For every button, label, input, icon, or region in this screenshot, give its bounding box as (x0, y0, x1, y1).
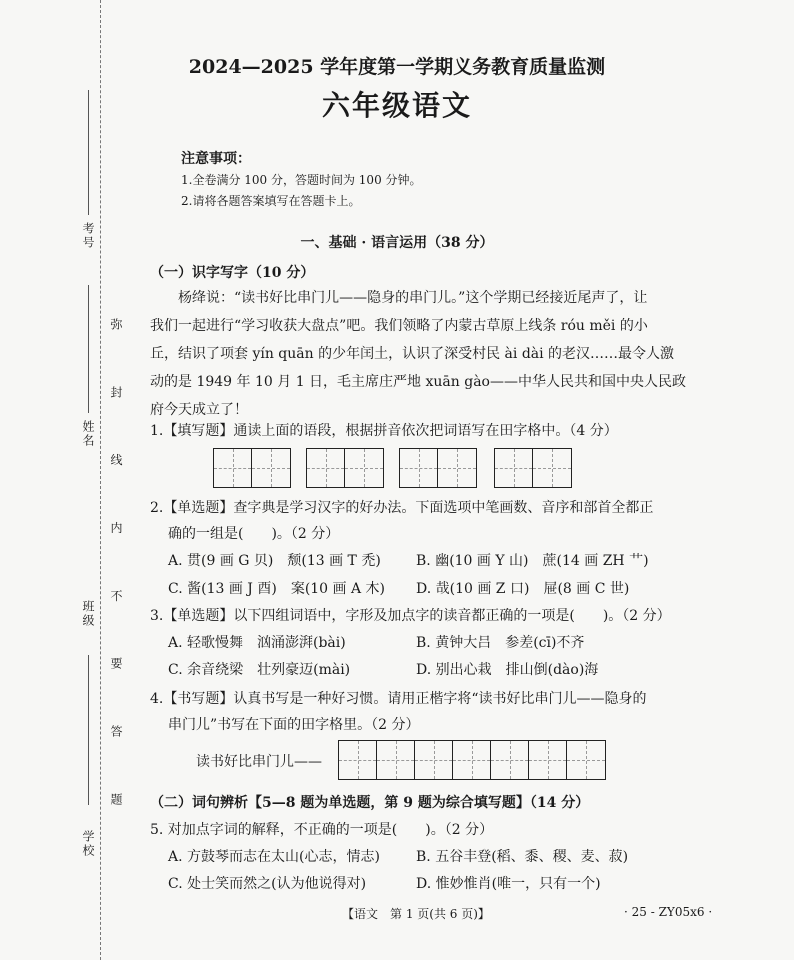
q2-option-d[interactable]: D. 哉(10 画 Z 口) 屉(8 画 C 世) (416, 581, 630, 597)
class-blank[interactable] (88, 655, 89, 805)
question-5: 5. 对加点字词的解释，不正确的一项是( )。（2 分） (150, 822, 494, 838)
q5-option-c[interactable]: C. 处士笑而然之(认为他说得对) (168, 876, 367, 892)
seal-text: 弥 封 线 内 不 要 答 题 (109, 318, 123, 831)
q2-option-a[interactable]: A. 贯(9 画 G 贝) 颓(13 画 T 禿) (168, 553, 381, 569)
class-label: 班级 (81, 600, 95, 628)
answer-grid-1[interactable] (213, 448, 291, 488)
part1-title: （一）识字写字（10 分） (150, 265, 315, 281)
page-number: 【语文 第 1 页(共 6 页)】 (342, 907, 490, 921)
notice-item: 2.请将各题答案填写在答题卡上。 (181, 194, 361, 208)
answer-grid-4[interactable] (494, 448, 572, 488)
notice-item: 1.全卷满分 100 分，答题时间为 100 分钟。 (181, 173, 422, 187)
q2-option-b[interactable]: B. 幽(10 画 Y 山) 蔗(14 画 ZH 艹) (416, 553, 649, 569)
q3-option-c[interactable]: C. 余音绕梁 壮列豪迈(mài) (168, 662, 351, 678)
answer-grid-2[interactable] (306, 448, 384, 488)
passage-line: 我们一起进行“学习收获大盘点”吧。我们领略了内蒙古草原上线条 róu měi 的小 (150, 318, 648, 334)
passage-line: 杨绛说：“读书好比串门儿——隐身的串门儿。”这个学期已经接近尾声了，让 (178, 290, 648, 306)
passage-line: 府今天成立了！ (150, 402, 248, 418)
question-2: 2.【单选题】查字典是学习汉字的好办法。下面选项中笔画数、音序和部首全都正 (150, 500, 654, 516)
q5-option-b[interactable]: B. 五谷丰登(稻、黍、稷、麦、菽) (416, 849, 629, 865)
school-label: 学校 (81, 830, 95, 858)
notice-title: 注意事项： (181, 151, 251, 167)
passage-line: 动的是 1949 年 10 月 1 日，毛主席庄严地 xuān gào——中华人民共和国中央人民政 (150, 374, 686, 390)
exam-no-label: 考号 (81, 222, 95, 250)
q3-option-d[interactable]: D. 别出心栽 排山倒(dào)海 (416, 662, 599, 678)
question-1: 1.【填写题】通读上面的语段，根据拼音依次把词语写在田字格中。（4 分） (150, 423, 618, 439)
paper-code: · 25 - ZY05x6 · (624, 905, 713, 919)
question-2-line2: 确的一组是( )。（2 分） (168, 526, 340, 542)
passage-line: 丘，结识了项套 yín quān 的少年闰土，认识了深受村民 ài dài 的老汉……最令人激 (150, 346, 675, 362)
question-4: 4.【书写题】认真书写是一种好习惯。请用正楷字将“读书好比串门儿——隐身的 (150, 691, 647, 707)
question-3: 3.【单选题】以下四组词语中，字形及加点字的读音都正确的一项是( )。（2 分） (150, 608, 671, 624)
name-blank[interactable] (88, 285, 89, 413)
section-title: 一、基础 · 语言运用（38 分） (300, 235, 494, 251)
exam-title: 2024—2025 学年度第一学期义务教育质量监测 (188, 56, 606, 78)
name-label: 姓名 (81, 420, 95, 448)
q3-option-a[interactable]: A. 轻歌慢舞 汹涌澎湃(bài) (168, 635, 346, 651)
part2-title: （二）词句辨析【5—8 题为单选题，第 9 题为综合填写题】（14 分） (150, 795, 590, 811)
question-4-line2: 串门儿”书写在下面的田字格里。（2 分） (168, 717, 420, 733)
q2-option-c[interactable]: C. 酱(13 画 J 酉) 案(10 画 A 木) (168, 581, 386, 597)
passage (150, 284, 690, 424)
answer-grid-3[interactable] (399, 448, 477, 488)
q5-option-a[interactable]: A. 方鼓琴而志在太山(心志，情志) (168, 849, 380, 865)
subject-title: 六年级语文 (321, 89, 472, 122)
q3-option-b[interactable]: B. 黄钟大吕 参差(cī)不齐 (416, 635, 585, 651)
binding-line (100, 0, 101, 960)
q5-option-d[interactable]: D. 惟妙惟肖(唯一，只有一个) (416, 876, 601, 892)
q4-answer-grid[interactable] (338, 740, 606, 780)
q4-prompt: 读书好比串门儿—— (196, 754, 322, 770)
